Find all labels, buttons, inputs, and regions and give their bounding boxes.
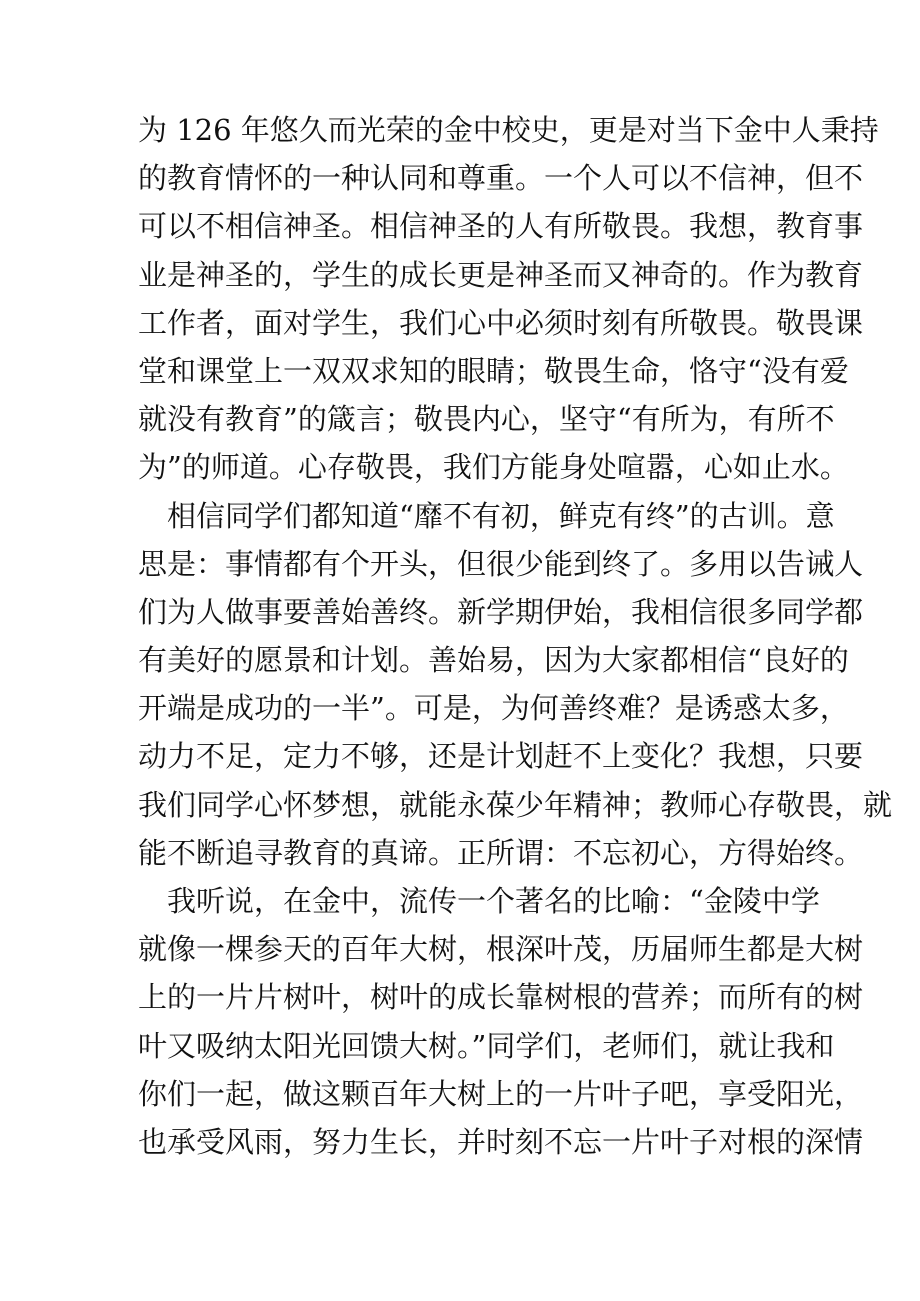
text-line: 动力不足，定力不够，还是计划赶不上变化？我想，只要 <box>138 739 864 774</box>
text-line: 的教育情怀的一种认同和尊重。一个人可以不信神，但不 <box>138 161 864 196</box>
text-line: 可以不相信神圣。相信神圣的人有所敬畏。我想，教育事 <box>138 209 864 244</box>
text-line: 们为人做事要善始善终。新学期伊始，我相信很多同学都 <box>138 594 864 629</box>
text-line: 为 126 年悠久而光荣的金中校史，更是对当下金中人秉持 <box>138 113 879 147</box>
text-line: 思是：事情都有个开头，但很少能到终了。多用以告诫人 <box>138 546 864 581</box>
text-line: 开端是成功的一半”。可是，为何善终难？是诱惑太多， <box>138 691 849 726</box>
text-line: 业是神圣的，学生的成长更是神圣而又神奇的。作为教育 <box>138 257 864 292</box>
text-line: 为”的师道。心存敬畏，我们方能身处喧嚣，心如止水。 <box>138 450 849 485</box>
text-line: 叶又吸纳太阳光回馈大树。”同学们，老师们，就让我和 <box>138 1028 835 1063</box>
text-line: 也承受风雨，努力生长，并时刻不忘一片叶子对根的深情 <box>138 1124 864 1159</box>
text-line: 就没有教育”的箴言；敬畏内心，坚守“有所为，有所不 <box>138 402 835 437</box>
paragraph-first-line: 相信同学们都知道“靡不有初，鲜克有终”的古训。意 <box>167 498 835 533</box>
text-line: 就像一棵参天的百年大树，根深叶茂，历届师生都是大树 <box>138 932 864 967</box>
text-line: 你们一起，做这颗百年大树上的一片叶子吧，享受阳光， <box>138 1076 864 1111</box>
text-line: 我们同学心怀梦想，就能永葆少年精神；教师心存敬畏，就 <box>138 787 893 822</box>
paragraph-first-line: 我听说，在金中，流传一个著名的比喻：“金陵中学 <box>167 884 820 918</box>
text-line: 能不断追寻教育的真谛。正所谓：不忘初心，方得始终。 <box>138 835 864 870</box>
text-line: 堂和课堂上一双双求知的眼睛；敬畏生命，恪守“没有爱 <box>138 353 849 388</box>
text-line: 上的一片片树叶，树叶的成长靠树根的营养；而所有的树 <box>138 980 864 1015</box>
text-line: 有美好的愿景和计划。善始易，因为大家都相信“良好的 <box>138 643 849 678</box>
text-line: 工作者，面对学生，我们心中必须时刻有所敬畏。敬畏课 <box>138 305 864 340</box>
body-text <box>138 106 893 1166</box>
